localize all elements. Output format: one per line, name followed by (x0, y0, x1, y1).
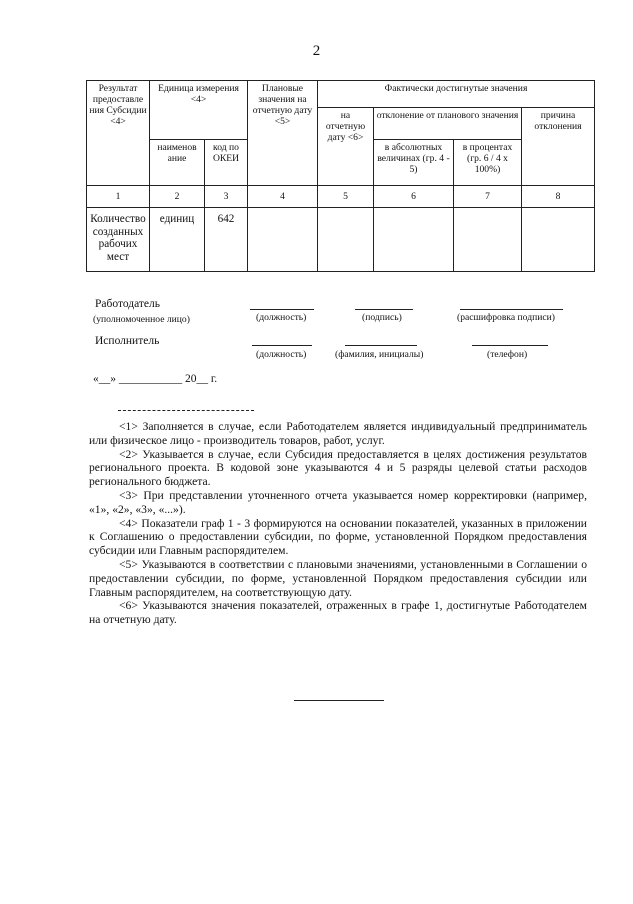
unit-code-header: код по ОКЕИ (205, 140, 248, 186)
signature-line[interactable] (355, 309, 413, 310)
position-line[interactable] (250, 309, 314, 310)
deviation-header: отклонение от планового значения (374, 108, 522, 140)
employer-label: Работодатель (95, 298, 161, 310)
report-table (86, 80, 595, 272)
footnote-4: <4> Показатели граф 1 - 3 формируются на основании показателей, указанных в приложении к Соглашению о предоставлении субсидии, по форме, установленной Порядком предоставления субсидии или Главным распорядителем. (89, 516, 587, 558)
date-line[interactable]: «__» ___________ 20__ г. (93, 373, 218, 385)
executor-name-caption: (фамилия, инициалы) (335, 349, 424, 360)
executor-phone-caption: (телефон) (487, 349, 528, 360)
col-number: 7 (454, 186, 522, 208)
col-number: 2 (150, 186, 205, 208)
result-header: Результат предоставле ния Субсидии <4> (87, 81, 150, 186)
position-caption: (должность) (256, 312, 307, 323)
footnote-6: <6> Указываются значения показателей, отраженных в графе 1, достигнутые Работодателем на отчетную дату. (89, 599, 587, 627)
col-number: 4 (248, 186, 318, 208)
col-number: 1 (87, 186, 150, 208)
unit-code-cell[interactable]: 642 (205, 208, 248, 272)
deviation-pct-header: в процентах (гр. 6 / 4 x 100%) (454, 140, 522, 186)
signature-caption: (подпись) (362, 312, 402, 323)
unit-header: Единица измерения <4> (150, 81, 248, 140)
footnote-1: <1> Заполняется в случае, если Работодателем является индивидуальный предприниматель или физическое лицо - производитель товаров, работ, услуг. (89, 420, 587, 447)
footnote-3: <3> При представлении уточненного отчета указывается номер корректировки (например, «1», «2», «3», «...»). (89, 488, 587, 516)
decoding-line[interactable] (460, 309, 563, 310)
end-line (294, 700, 384, 701)
decoding-caption: (расшифровка подписи) (457, 312, 555, 323)
result-cell[interactable]: Количество созданных рабочих мест (87, 208, 150, 272)
planned-cell[interactable] (248, 208, 318, 272)
executor-label: Исполнитель (95, 335, 160, 347)
col-number: 8 (522, 186, 595, 208)
employer-sub: (уполномоченное лицо) (93, 314, 190, 325)
unit-name-header: наименов ание (150, 140, 205, 186)
footnote-separator (118, 410, 254, 411)
col-number: 5 (318, 186, 374, 208)
col-number: 6 (374, 186, 454, 208)
actual-on-date-header: на отчетную дату <6> (318, 108, 374, 186)
reason-cell[interactable] (522, 208, 595, 272)
deviation-abs-header: в абсолютных величинах (гр. 4 - 5) (374, 140, 454, 186)
deviation-abs-cell[interactable] (374, 208, 454, 272)
unit-name-cell[interactable]: единиц (150, 208, 205, 272)
footnote-5: <5> Указываются в соответствии с плановыми значениями, установленными в Соглашении о предоставлении субсидии, по форме, установленной Порядком предоставления субсидии или Главным распорядителем, на соответствующую дату. (89, 557, 587, 599)
footnotes (89, 420, 587, 627)
col-number: 3 (205, 186, 248, 208)
planned-header: Плановые значения на отчетную дату <5> (248, 81, 318, 186)
actual-header: Фактически достигнутые значения (318, 81, 595, 108)
footnote-2: <2> Указывается в случае, если Субсидия предоставляется в целях достижения результатов регионального проекта. В кодовой зоне указываются 4 и 5 разряды целевой статьи расходов регионального бюджета. (89, 447, 587, 489)
executor-position-caption: (должность) (256, 349, 307, 360)
executor-phone-line[interactable] (472, 345, 548, 346)
reason-header: причина отклонения (522, 108, 595, 186)
page-number: 2 (312, 43, 321, 59)
executor-name-line[interactable] (345, 345, 417, 346)
deviation-pct-cell[interactable] (454, 208, 522, 272)
executor-position-line[interactable] (252, 345, 312, 346)
actual-cell[interactable] (318, 208, 374, 272)
